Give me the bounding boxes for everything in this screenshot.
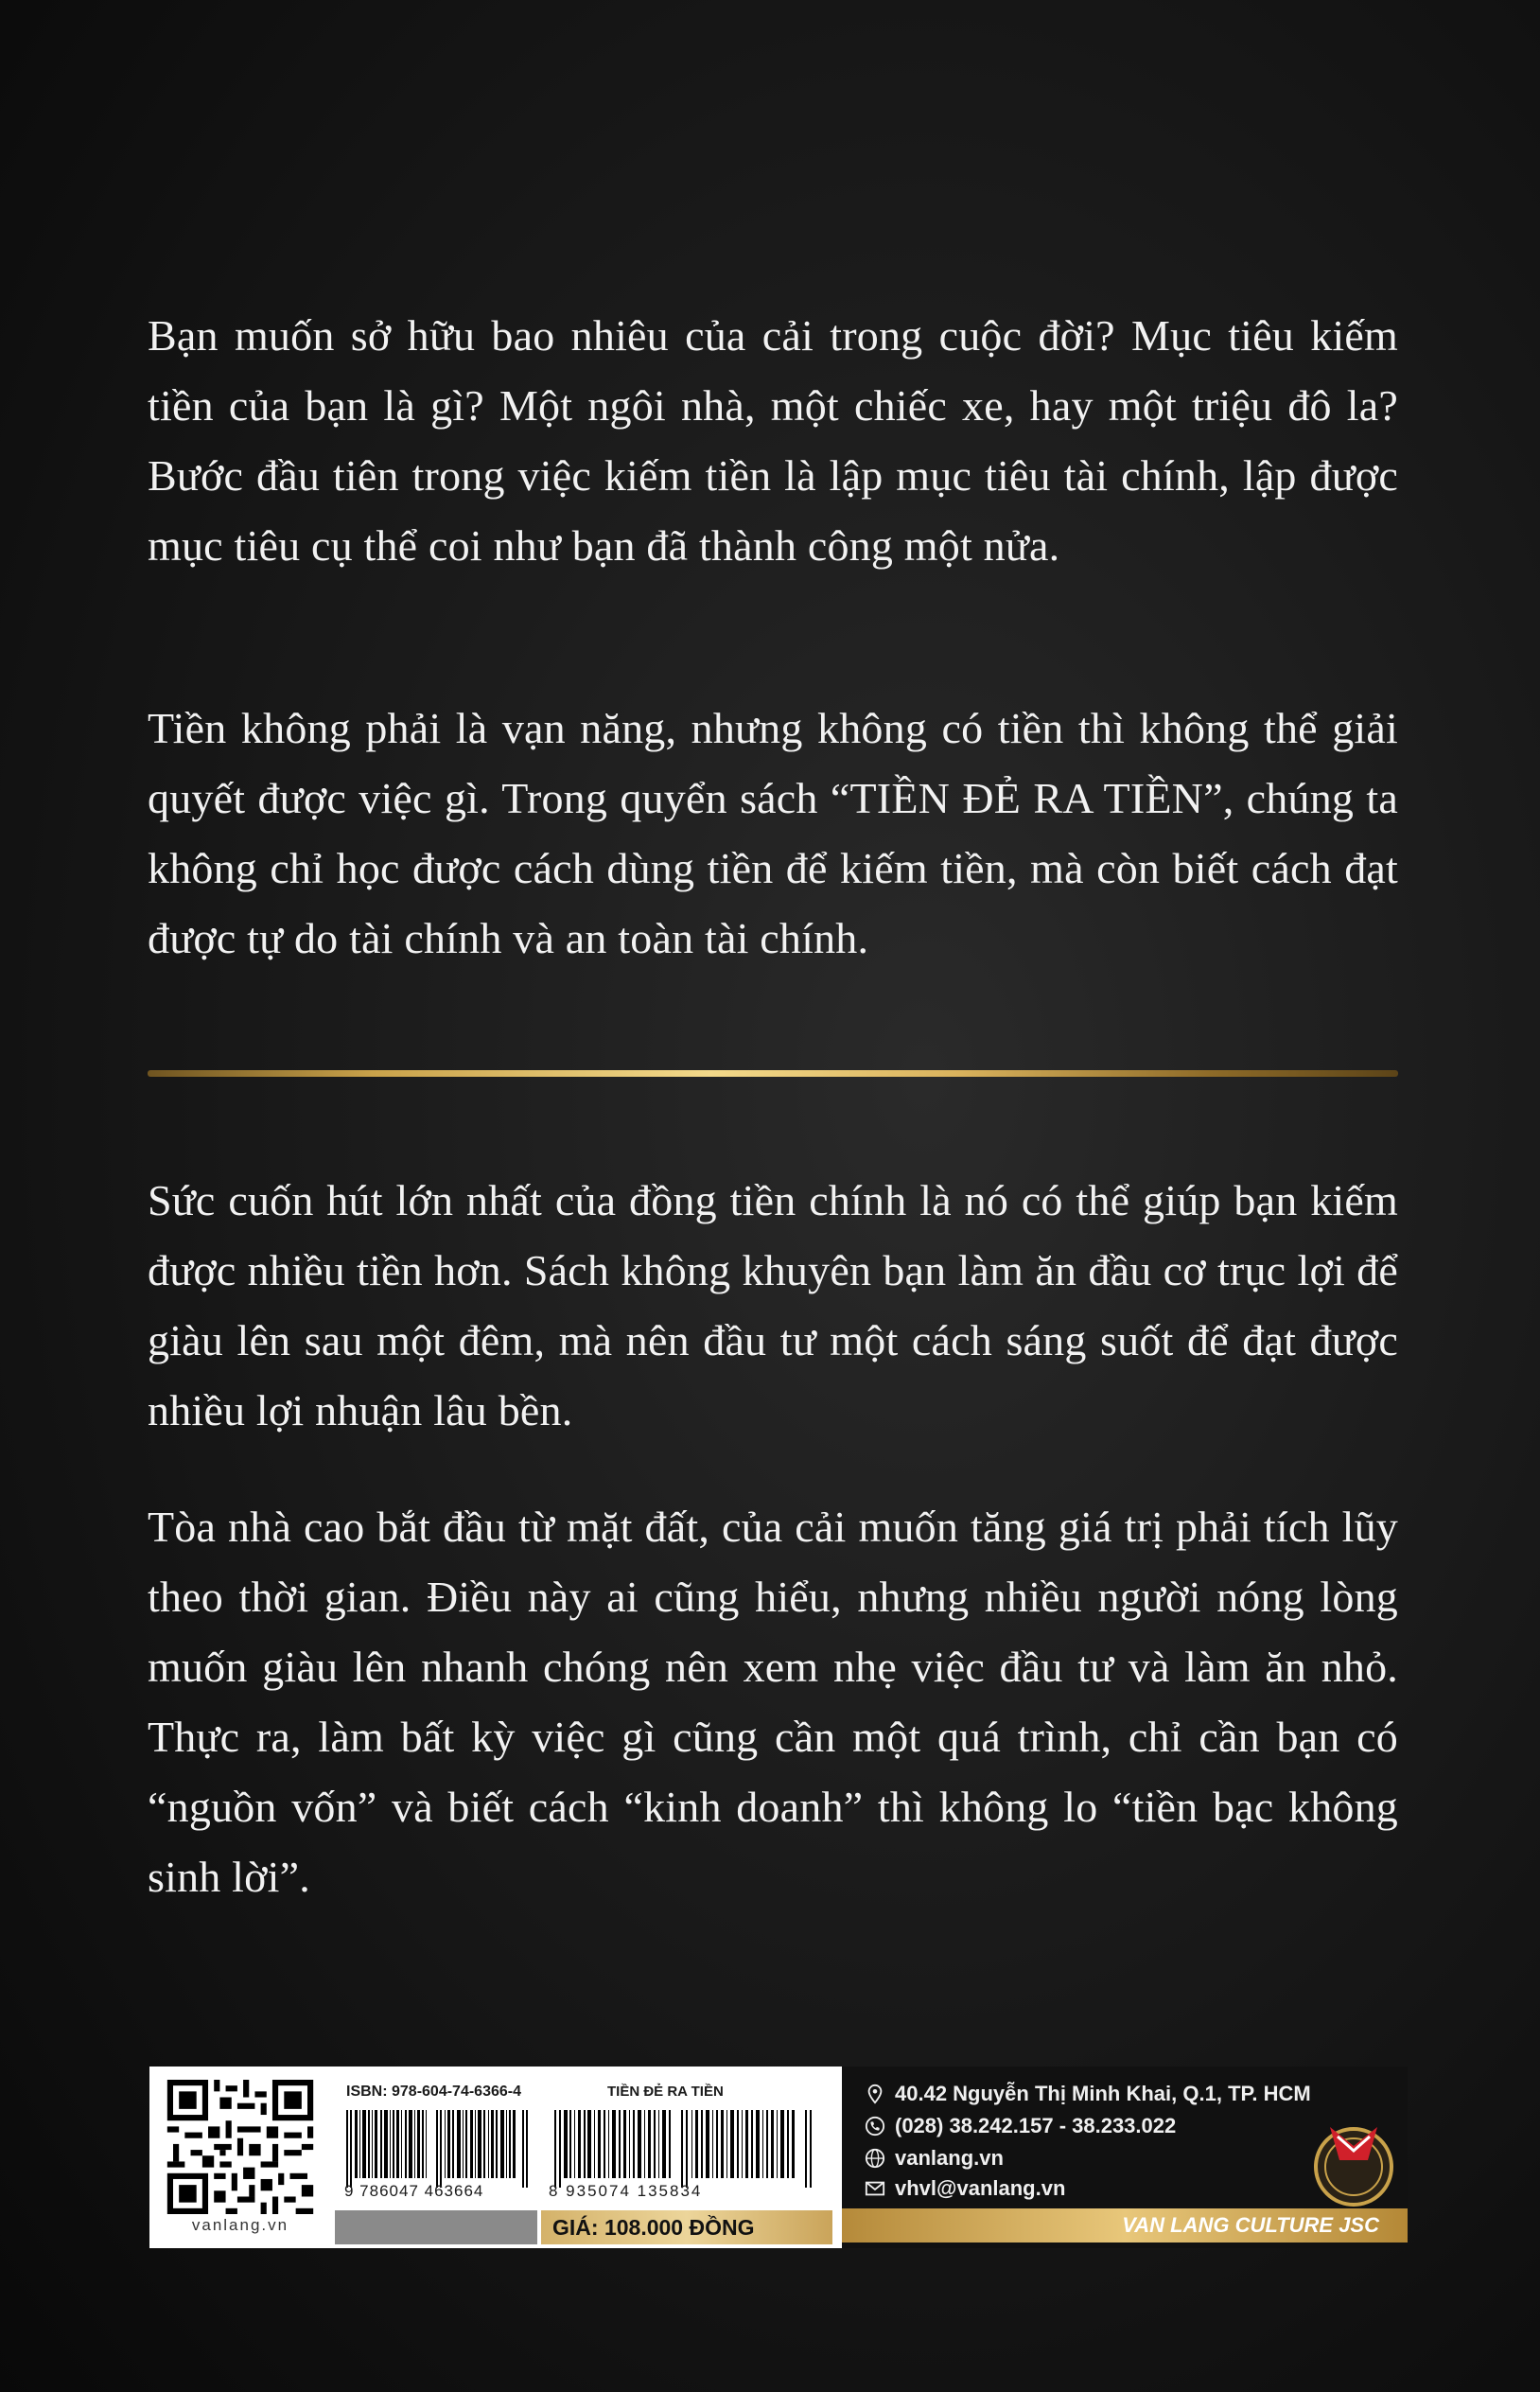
qr-caption: vanlang.vn — [191, 2216, 289, 2234]
email-row[interactable] — [865, 2176, 1065, 2201]
phone-row — [865, 2114, 1176, 2138]
location-pin-icon — [865, 2084, 885, 2104]
email-icon — [865, 2178, 885, 2199]
publisher-logo-icon — [1302, 2108, 1406, 2212]
body-paragraph-4: Tòa nhà cao bắt đầu từ mặt đất, của cải muốn tăng giá trị phải tích lũy theo thời gian. Điều này ai cũng hiểu, nhưng nhiều người nóng lòng muốn giàu lên nhanh chóng nên xem nhẹ việc đầu tư và làm ăn nhỏ. Thực ra, làm bất kỳ việc gì cũng cần một quá trình, chỉ cần bạn có “nguồn vốn” và biết cách “kinh doanh” thì không lo “tiền bạc không sinh lời”. — [148, 1503, 1398, 1901]
intro-paragraph-2: Tiền không phải là vạn năng, nhưng không có tiền thì không thể giải quyết được việc gì. Trong quyển sách “TIỀN ĐẺ RA TIỀN”, chúng ta không chỉ học được cách dùng tiền để kiếm tiền, mà còn biết cách đạt được tự do tài chính và an toàn tài chính. — [148, 704, 1398, 962]
publisher-strip — [842, 2208, 1408, 2242]
isbn-barcode-number: 9 786047 463664 — [344, 2182, 484, 2200]
email-link[interactable]: vhvl@vanlang.vn — [895, 2176, 1066, 2200]
website-link[interactable]: vanlang.vn — [895, 2146, 1004, 2170]
intro-paragraph-1: Bạn muốn sở hữu bao nhiêu của cải trong cuộc đời? Mục tiêu kiếm tiền của bạn là gì? Một ngôi nhà, một chiếc xe, hay một triệu đô la? Bước đầu tiên trong việc kiếm tiền là lập mục tiêu tài chính, lập được mục tiêu cụ thể coi như bạn đã thành công một nửa. — [148, 311, 1398, 570]
product-barcode-icon — [554, 2110, 815, 2188]
product-barcode-number: 8 935074 135834 — [549, 2182, 703, 2200]
publisher-info-bar — [149, 2067, 1408, 2248]
contact-panel — [842, 2067, 1408, 2248]
address-text: 40.42 Nguyễn Thị Minh Khai, Q.1, TP. HCM — [895, 2082, 1311, 2105]
book-title-small: TIỀN ĐẺ RA TIỀN — [607, 2084, 724, 2100]
gold-divider — [148, 1070, 1398, 1077]
isbn-label: ISBN: 978-604-74-6366-4 — [346, 2084, 521, 2100]
qr-code-icon — [166, 2080, 314, 2214]
price-label: GIÁ: 108.000 ĐỒNG — [541, 2210, 832, 2244]
publisher-name: VAN LANG CULTURE JSC — [1122, 2213, 1379, 2237]
phone-icon — [865, 2116, 885, 2137]
grey-block — [335, 2210, 537, 2244]
isbn-barcode-icon — [346, 2110, 532, 2188]
website-row[interactable] — [865, 2146, 1004, 2171]
phone-text: (028) 38.242.157 - 38.233.022 — [895, 2114, 1177, 2137]
body-paragraph-3: Sức cuốn hút lớn nhất của đồng tiền chính là nó có thể giúp bạn kiếm được nhiều tiền hơn. Sách không khuyên bạn làm ăn đầu cơ trục lợi để giàu lên sau một đêm, mà nên đầu tư một cách sáng suốt để đạt được nhiều lợi nhuận lâu bền. — [148, 1176, 1398, 1434]
globe-icon — [865, 2148, 885, 2169]
qr-code — [157, 2074, 324, 2241]
address-row — [865, 2082, 1311, 2106]
